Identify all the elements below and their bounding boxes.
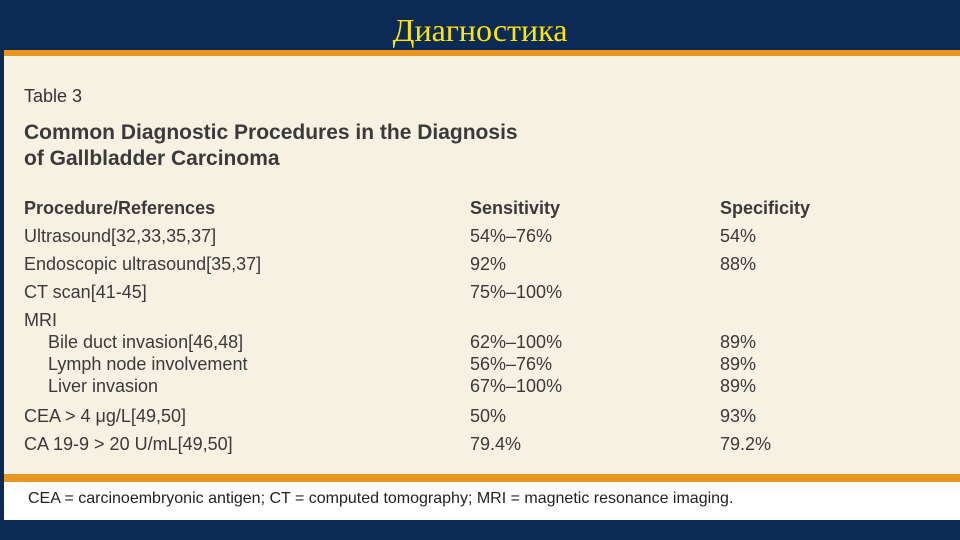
cell-specificity: 88% <box>720 254 757 274</box>
cell-specificity: 89% <box>720 376 757 396</box>
cell-sensitivity: 67%–100% <box>470 376 563 396</box>
cell-specificity: 93% <box>720 406 757 426</box>
table-title <box>24 120 784 172</box>
cell-sensitivity: 56%–76% <box>470 354 553 374</box>
table-row <box>24 282 924 306</box>
table-body <box>4 50 960 478</box>
cell-sensitivity: 92% <box>470 254 507 274</box>
table-row <box>24 354 924 378</box>
table-row <box>24 226 924 250</box>
cell-procedure: Liver invasion <box>48 376 159 396</box>
table-row <box>24 254 924 278</box>
table-title-line2: of Gallbladder Carcinoma <box>24 147 280 170</box>
cell-procedure: CEA > 4 μg/L[49,50] <box>24 406 186 426</box>
cell-sensitivity: 54%–76% <box>470 226 553 246</box>
table-footnote: CEA = carcinoembryonic antigen; CT = computed tomography; MRI = magnetic resonance imaging. <box>28 490 734 507</box>
cell-specificity: 89% <box>720 332 757 352</box>
table-row <box>24 376 924 400</box>
cell-sensitivity: 62%–100% <box>470 332 563 352</box>
cell-specificity: 79.2% <box>720 434 772 454</box>
cell-sensitivity: 79.4% <box>470 434 522 454</box>
table-row <box>24 310 924 334</box>
cell-procedure: Endoscopic ultrasound[35,37] <box>24 254 262 274</box>
table-row <box>24 332 924 356</box>
slide-footer-bar <box>0 520 960 540</box>
column-header-procedure: Procedure/References <box>24 198 216 218</box>
cell-sensitivity: 75%–100% <box>470 282 563 302</box>
cell-procedure: CA 19-9 > 20 U/mL[49,50] <box>24 434 233 454</box>
table-bottom-rule <box>4 474 960 482</box>
cell-procedure: Ultrasound[32,33,35,37] <box>24 226 217 246</box>
table-title-line1: Common Diagnostic Procedures in the Diagnosis <box>24 121 518 144</box>
table-label: Table 3 <box>24 86 83 106</box>
cell-specificity: 54% <box>720 226 757 246</box>
table-row <box>24 434 924 458</box>
table-panel <box>4 50 960 520</box>
slide-header <box>0 0 960 46</box>
cell-procedure: Bile duct invasion[46,48] <box>48 332 244 352</box>
cell-procedure: CT scan[41-45] <box>24 282 147 302</box>
cell-sensitivity: 50% <box>470 406 507 426</box>
cell-specificity: 89% <box>720 354 757 374</box>
table-row <box>24 406 924 430</box>
slide-title: Диагностика <box>392 12 568 48</box>
column-header-specificity: Specificity <box>720 198 811 218</box>
cell-procedure: Lymph node involvement <box>48 354 248 374</box>
column-header-sensitivity: Sensitivity <box>470 198 561 218</box>
cell-procedure: MRI <box>24 310 57 330</box>
